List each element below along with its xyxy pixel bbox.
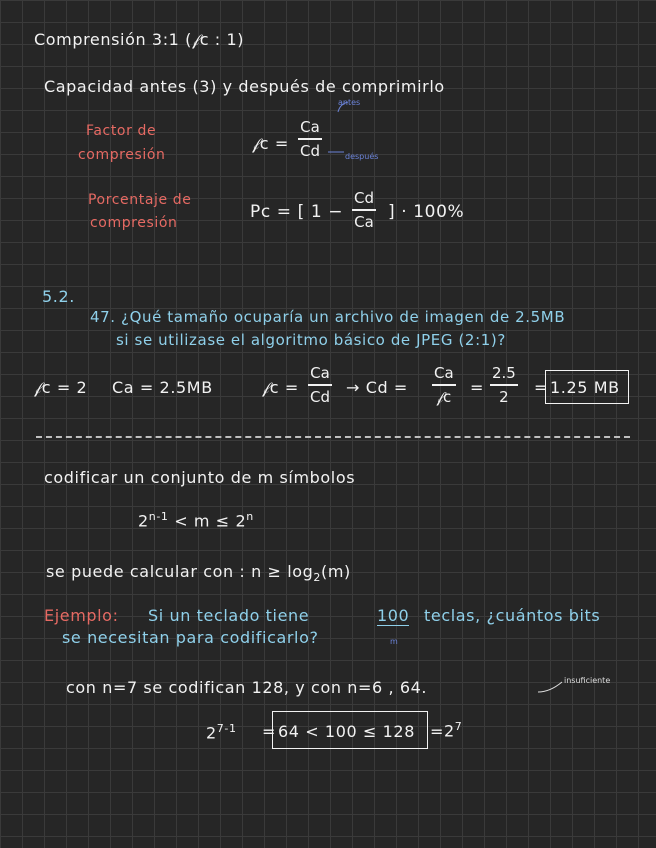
example-m: m (390, 637, 398, 646)
pc-rhs: ] · 100% (388, 202, 465, 222)
ineq-base: 2 (138, 511, 149, 531)
denominator: Cd (310, 387, 330, 406)
example-text-2: teclas, ¿cuántos bits (424, 606, 601, 625)
title: Comprensión 3:1 (𝒻c : 1) (34, 30, 245, 49)
pct-label-2: compresión (90, 215, 178, 231)
capacity-line: Capacidad antes (3) y después de comprimirlo (44, 77, 445, 96)
final-rhs-base: 2 (444, 721, 455, 741)
antes-note: antes (338, 98, 361, 107)
fc-numerator: Ca (300, 118, 320, 136)
note-arrows (318, 100, 378, 160)
log-base: 2 (313, 571, 321, 585)
final-lhs (206, 722, 237, 742)
encode-line: codificar un conjunto de m símbolos (44, 468, 356, 487)
fc-lhs: 𝒻c = (252, 134, 289, 153)
numerator: 2.5 (492, 364, 516, 382)
final-base: 2 (206, 723, 217, 743)
pct-label-1: Porcentaje de (88, 192, 192, 208)
given-fc: 𝒻c = 2 (34, 378, 88, 397)
inequality (138, 510, 254, 530)
ineq-exp-2: n (246, 510, 254, 523)
numerator: Ca (434, 364, 454, 382)
insufficient-note: insuficiente (564, 676, 611, 685)
numerator: Ca (310, 364, 330, 382)
separator (36, 436, 630, 438)
question-line-1: 47. ¿Qué tamaño ocuparía un archivo de imagen de 2.5MB (90, 308, 566, 326)
exercise-number: 5.2. (42, 287, 75, 306)
denominator: 𝒻c (436, 387, 452, 406)
final-rhs-exp: 7 (454, 720, 463, 733)
given-ca: Ca = 2.5MB (112, 378, 213, 397)
final-exp: 7-1 (216, 722, 237, 735)
despues-note: después (345, 152, 379, 161)
fc-eq: 𝒻c = (262, 378, 299, 397)
factor-label-2: compresión (78, 147, 166, 163)
fraction-bar (308, 384, 332, 386)
cd-fraction (432, 364, 456, 406)
calc-line (46, 562, 351, 584)
final-eq-2: = (430, 722, 445, 741)
ineq-rest: < m ≤ 2 (168, 511, 247, 531)
pc-denominator: Ca (354, 212, 374, 231)
pc-fraction (352, 189, 376, 231)
arrow-cd: → Cd = (346, 378, 408, 397)
final-eq: = (262, 722, 277, 741)
example-100: 100 (377, 606, 410, 625)
ineq-exp: n-1 (148, 510, 169, 523)
question-line-2: si se utilizase el algoritmo básico de JPEG (2:1)? (116, 331, 506, 349)
fc-denominator: Cd (300, 141, 320, 160)
final-rhs (444, 720, 462, 740)
fraction-bar (432, 384, 456, 386)
example-text-3: se necesitan para codificarlo? (62, 628, 319, 647)
answer: 1.25 MB (550, 378, 620, 397)
fraction-bar (490, 384, 518, 386)
result-line: con n=7 se codifican 128, y con n=6 , 64. (66, 678, 428, 697)
example-label: Ejemplo: (44, 606, 119, 625)
pc-numerator: Cd (354, 189, 374, 207)
denominator: 2 (499, 387, 509, 406)
fc-fraction-2 (308, 364, 332, 406)
fraction-bar (352, 209, 376, 211)
factor-label-1: Factor de (86, 123, 157, 139)
insuf-arrow (536, 680, 566, 694)
example-text-1: Si un teclado tiene (148, 606, 310, 625)
equals-2: = (534, 378, 549, 397)
pc-lhs: Pc = [ 1 − (250, 202, 344, 222)
calc-end: (m) (321, 562, 351, 581)
calc-text: se puede calcular con : n ≥ log (46, 562, 314, 581)
equals: = (470, 378, 485, 397)
value-fraction (490, 364, 518, 406)
final-box-text: 64 < 100 ≤ 128 (278, 722, 415, 741)
